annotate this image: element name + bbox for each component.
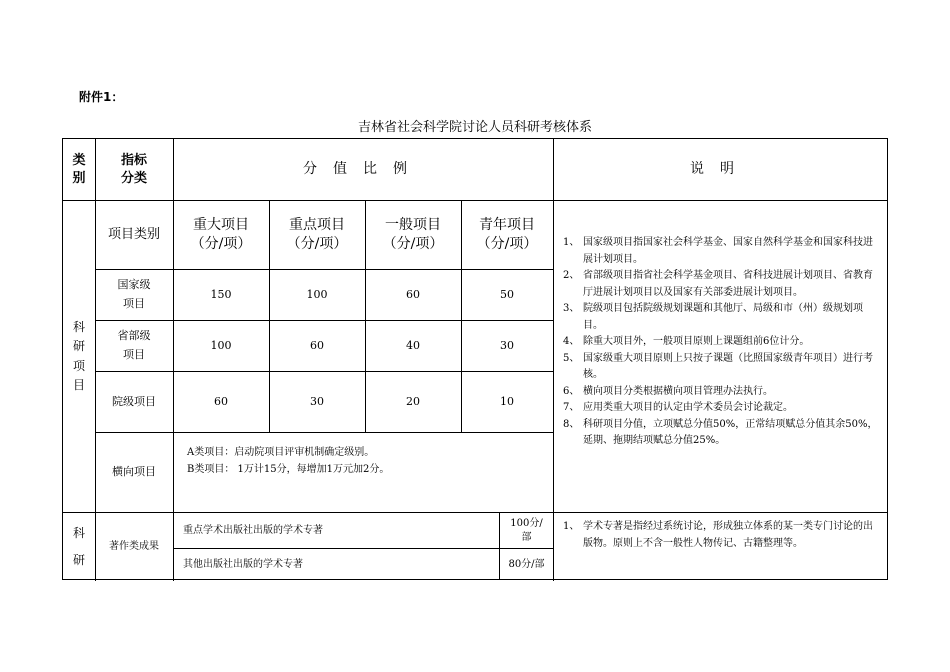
col-major-name: 重大项目: [193, 217, 249, 234]
note-item: 4、 除重大项目外，一般项目原则上课题组前6位计分。: [563, 336, 810, 347]
cell: 20: [406, 394, 420, 408]
header-score-ratio: 分值比例: [303, 161, 423, 178]
attachment-label: 附件1：: [79, 90, 124, 104]
col-key-unit: （分/项）: [286, 236, 348, 252]
cell: 60: [310, 338, 324, 352]
note-item: 1、 国家级项目指国家社会科学基金、国家自然科学基金和国家科技进展计划项目。: [563, 237, 873, 265]
section1-category: 科研项目: [73, 320, 86, 392]
section2-category: 科研: [73, 526, 86, 567]
note-item: 2、 省部级项目指省社会科学基金项目、省科技进展计划项目、省教育厅进展计划项目以及国家有关部委进展计划项目。: [563, 270, 873, 298]
note-item: 3、 院级项目包括院级规划课题和其他厅、局级和市（州）级规划项目。: [563, 303, 863, 331]
cell: 30: [310, 394, 324, 408]
cell: 100: [306, 287, 328, 301]
note-item: 8、 科研项目分值，立项赋总分值50%，正常结项赋总分值其余50%，延期、拖期结项赋总分值25%。: [563, 418, 878, 446]
cell: 10: [500, 394, 514, 408]
col-youth: [461, 201, 553, 269]
col-major: [173, 201, 269, 269]
horizontal-line-a: A类项目：启动院项目评审机制确定级别。: [187, 447, 375, 458]
cell: 50: [500, 287, 514, 301]
header-explanation: 说明: [690, 161, 750, 178]
note-item: 5、 国家级重大项目原则上只按子课题（比照国家级青年项目）进行考核。: [563, 352, 873, 380]
header-index: 指标分类: [120, 152, 147, 186]
cell: 150: [210, 287, 232, 301]
book-item-key-score: 100分/部: [510, 518, 543, 543]
header-category: 类别: [72, 152, 86, 186]
note-item: 6、 横向项目分类根据横向项目管理办法执行。: [563, 385, 773, 397]
section2-type-label: 著作类成果: [109, 540, 159, 552]
horizontal-line-b: B类项目： 1万计15分，每增加1万元加2分。: [187, 464, 390, 475]
cell: 60: [214, 394, 228, 408]
col-key: [269, 201, 365, 269]
cell: 100: [210, 338, 232, 352]
col-major-unit: （分/项）: [190, 236, 252, 252]
book-item-other-name: 其他出版社出版的学术专著: [183, 558, 303, 570]
col-general-unit: （分/项）: [382, 236, 444, 252]
col-general: [365, 201, 461, 269]
note-item: 1、 学术专著是指经过系统讨论，形成独立体系的某一类专门讨论的出版物。原则上不含一般性人物传记、古籍整理等。: [563, 521, 873, 549]
note-item: 7、 应用类重大项目的认定由学术委员会讨论裁定。: [563, 402, 793, 413]
project-type-label: 项目类别: [107, 227, 160, 243]
horizontal-description: [187, 444, 547, 478]
section2-notes: [563, 519, 881, 552]
col-key-name: 重点项目: [289, 217, 345, 234]
assessment-table: [62, 138, 888, 580]
cell: 60: [406, 287, 420, 301]
col-youth-unit: （分/项）: [476, 236, 538, 252]
section1-notes: [563, 235, 881, 450]
book-item-key-name: 重点学术出版社出版的学术专著: [183, 524, 323, 536]
row-institute-label: 院级项目: [112, 394, 156, 408]
cell: 40: [406, 338, 420, 352]
col-general-name: 一般项目: [385, 217, 441, 234]
book-item-other-score: 80分/部: [508, 558, 545, 570]
row-national-label: 国家级项目: [117, 278, 151, 310]
col-youth-name: 青年项目: [479, 217, 535, 234]
row-provincial-label: 省部级项目: [117, 329, 151, 361]
row-horizontal-label: 横向项目: [112, 465, 156, 479]
cell: 30: [500, 338, 514, 352]
document-title: 吉林省社会科学院讨论人员科研考核体系: [357, 120, 592, 135]
